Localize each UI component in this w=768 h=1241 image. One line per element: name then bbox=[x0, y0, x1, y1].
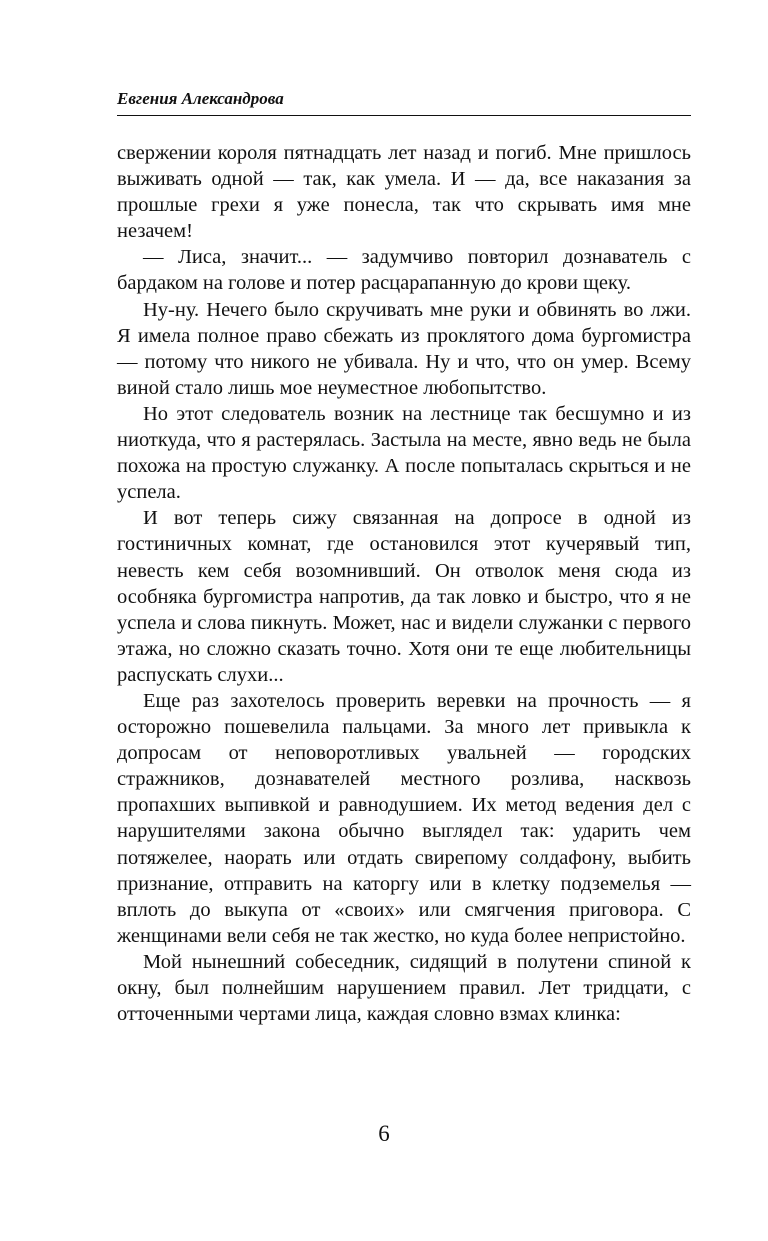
paragraph-2: — Лиса, значит... — задумчиво повторил дознаватель с бардаком на голове и потер расцарапанную до крови щеку. bbox=[117, 246, 691, 295]
paragraph-4: Но этот следователь возник на лестнице так бесшумно и из ниоткуда, что я растерялась. Застыла на месте, явно ведь не была похожа на простую служанку. А после попыталась скрыться и не успела. bbox=[117, 402, 691, 504]
running-header-author: Евгения Александрова bbox=[117, 89, 284, 108]
body-text bbox=[117, 140, 691, 1027]
header-rule bbox=[117, 115, 691, 116]
paragraph-6: Еще раз захотелось проверить веревки на прочность — я осторожно пошевелила пальцами. За много лет привыкла к допросам от неповоротливых увальней — городских стражников, дознавателей местного розлива, насквозь пропахших выпивкой и равнодушием. Их метод ведения дел с нарушителями закона обычно выглядел так: ударить чем потяжелее, наорать или отдать свирепому солдафону, выбить признание, отправить на каторгу или в клетку подземелья — вплоть до выкупа от «своих» или смягчения приговора. С женщинами вели себя не так жестко, но куда более непристойно. bbox=[117, 689, 691, 947]
page-number: 6 bbox=[378, 1121, 390, 1146]
paragraph-5: И вот теперь сижу связанная на допросе в одной из гостиничных комнат, где остановился этот кучерявый тип, невесть кем себя возомнивший. Он отволок меня сюда из особняка бургомистра напротив, да так ловко и быстро, что я не успела и слова пикнуть. Может, нас и видели служанки с первого этажа, но сложно сказать точно. Хотя они те еще любительницы распускать слухи... bbox=[117, 507, 691, 686]
paragraph-1: свержении короля пятнадцать лет назад и погиб. Мне пришлось выживать одной — так, как умела. И — да, все наказания за прошлые грехи я уже понесла, так что скрывать имя мне незачем! bbox=[117, 142, 691, 243]
paragraph-3: Ну-ну. Нечего было скручивать мне руки и обвинять во лжи. Я имела полное право сбежать из проклятого дома бургомистра — потому что никого не убивала. Ну и что, что он умер. Всему виной стало лишь мое неуместное любопытство. bbox=[117, 298, 691, 399]
paragraph-7: Мой нынешний собеседник, сидящий в полутени спиной к окну, был полнейшим нарушением правил. Лет тридцати, с отточенными чертами лица, каждая словно взмах клинка: bbox=[117, 950, 691, 1026]
